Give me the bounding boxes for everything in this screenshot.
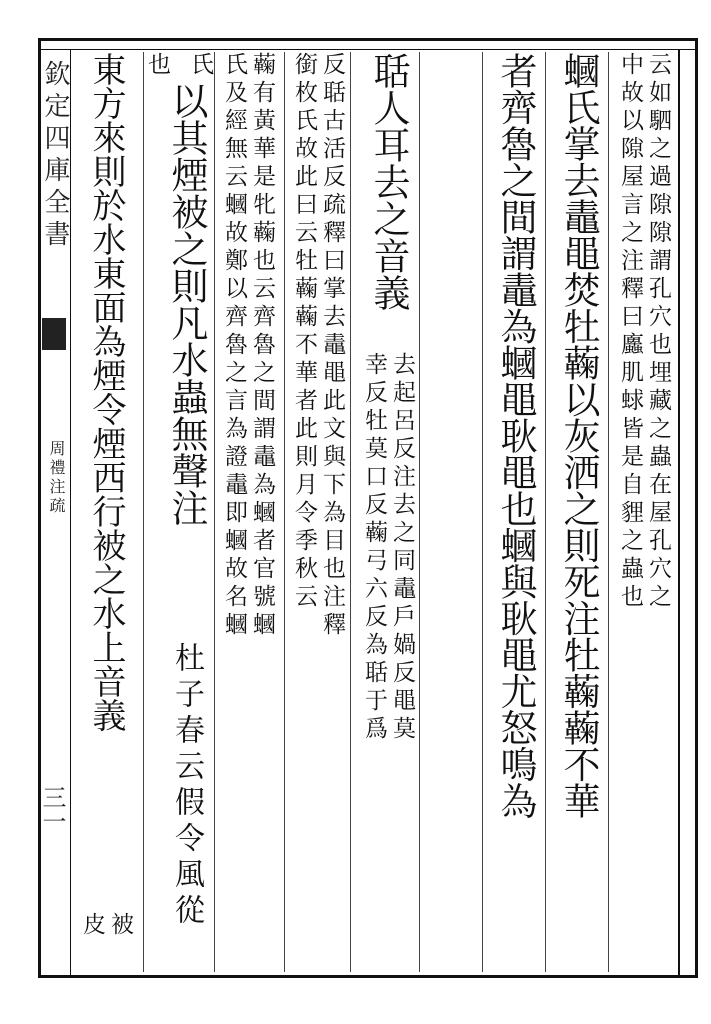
text-column-2 <box>550 52 606 972</box>
main-text: 蟈氏掌去鼃黽焚牡蘜以灰洒之則死注牡蘜蘜不華 <box>557 52 600 819</box>
annotation-line-right: 也 <box>144 52 170 80</box>
column-rule <box>214 52 215 972</box>
text-column-8 <box>143 52 171 972</box>
annotation-line-right: 云如駟之過隙隙謂孔穴也埋藏之蟲在屋孔穴之 <box>645 52 671 612</box>
annotation-pair <box>78 912 134 972</box>
main-text: 者齊魯之間謂鼃為蟈黽耿黽也蟈與耿黽尤怒鳴為 <box>494 52 537 819</box>
annotation-pair <box>360 352 416 972</box>
text-column-5 <box>290 52 346 972</box>
text-column-1 <box>610 52 672 972</box>
text-column-9 <box>78 52 138 972</box>
text-column-3 <box>487 52 543 972</box>
annotation-line-right: 去起呂反注去之同鼃戶媧反黽莫 <box>389 352 415 744</box>
main-text: 聒人耳去之音義 <box>367 52 410 311</box>
column-rule <box>482 52 483 972</box>
column-rule <box>545 52 546 972</box>
annotation-text: 杜子春云假令風從 <box>169 642 204 930</box>
annotation-line-left: 幸反牡莫口反蘜弓六反為聒于爲 <box>361 352 387 744</box>
edition-label: 欽定四庫全書 <box>40 60 70 252</box>
annotation-line-right: 反聒古活反疏釋曰掌去鼃黽此文與下為目也注釋 <box>319 52 345 640</box>
fishtail-mark <box>42 318 66 350</box>
annotation-line-left: 皮 <box>79 912 105 935</box>
column-rule <box>419 52 420 972</box>
text-column-6 <box>220 52 276 972</box>
column-rule <box>350 52 351 972</box>
annotation-line-left: 銜枚氏故此曰云牡蘜蘜不華者此則月令季秋云 <box>291 52 317 612</box>
annotation-line-left: 氏及經無云蟈故鄭以齊魯之言為證鼃即蟈故名蟈 <box>221 52 247 640</box>
annotation-line-right: 被 <box>107 912 133 935</box>
text-column-4 <box>360 52 416 972</box>
annotation-line-right: 蘜有黃華是牝蘜也云齊魯之間謂鼃為蟈者官號蟈 <box>249 52 275 640</box>
annotation-char: 氏 <box>187 52 213 75</box>
annotation-line-left: 中故以隙屋言之注釋曰蠯肌蛷皆是自貍之蟲也 <box>617 52 643 612</box>
main-text: 東方來則於水東面為煙令煙西行被之水上音義 <box>86 52 126 732</box>
column-rule <box>608 52 609 972</box>
main-text: 以其煙被之則凡水蟲無聲注 <box>165 82 208 526</box>
page-number: 三一 <box>38 785 66 833</box>
column-rule <box>284 52 285 972</box>
book-title: 周禮注疏 <box>47 440 66 516</box>
